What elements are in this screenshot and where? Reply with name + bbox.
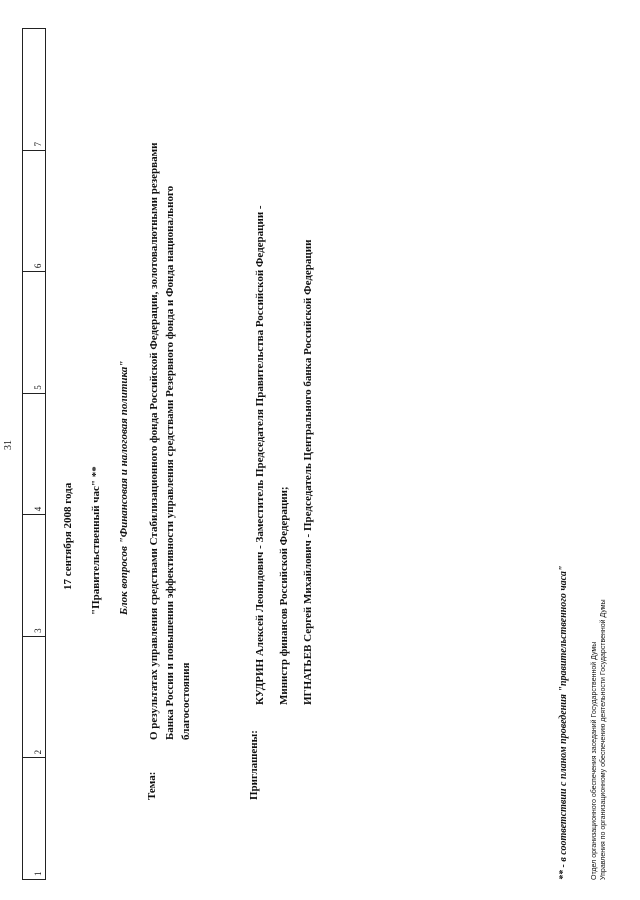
strip-number: 2 <box>33 749 43 755</box>
invited-label: Приглашены: <box>248 730 260 800</box>
strip-cell <box>23 29 45 150</box>
strip-number: 4 <box>33 506 43 512</box>
footer-line: Управления по организационному обеспечению деятельности Государственной Думы <box>600 599 607 880</box>
session-date: 17 сентября 2008 года <box>62 482 74 590</box>
strip-cell <box>23 393 45 515</box>
strip-cell <box>23 757 45 879</box>
strip-number: 3 <box>33 628 43 633</box>
strip-cell <box>23 150 45 272</box>
strip-cell <box>23 636 45 758</box>
footnote: ** - в соответствии с планом проведения "правительственного часа" <box>558 565 569 880</box>
invited-line: КУДРИН Алексей Леонидович - Заместитель Председателя Правительства Российской Федерации - <box>254 205 266 705</box>
strip-number: 7 <box>33 142 43 147</box>
strip-cell <box>23 514 45 636</box>
strip-number: 6 <box>33 263 43 269</box>
topic-label: Тема: <box>146 771 158 800</box>
invited-line: Министр финансов Российской Федерации; <box>278 486 290 705</box>
page-number: 31 <box>3 440 14 450</box>
strip-cell <box>23 271 45 393</box>
invited-list <box>248 65 320 705</box>
column-number-strip <box>22 28 46 880</box>
strip-number: 1 <box>33 871 43 876</box>
topic-text: О результатах управления средствами Стабилизационного фонда Российской Федерации, золотовалютными резервами Банка России и повышении эффективности управления средствами Резервного фонда и Фонда национального благосостояния <box>148 142 192 740</box>
government-hour-title: "Правительственный час" ** <box>90 466 102 615</box>
footer-line: Отдел организационного обеспечения заседаний Государственной Думы <box>591 641 598 880</box>
strip-number: 5 <box>33 385 43 390</box>
block-title: Блок вопросов "Финансовая и налоговая политика" <box>118 360 130 615</box>
footer <box>590 599 608 880</box>
invited-line: ИГНАТЬЕВ Сергей Михайлович - Председатель Центрального банка Российской Федерации <box>302 239 314 705</box>
